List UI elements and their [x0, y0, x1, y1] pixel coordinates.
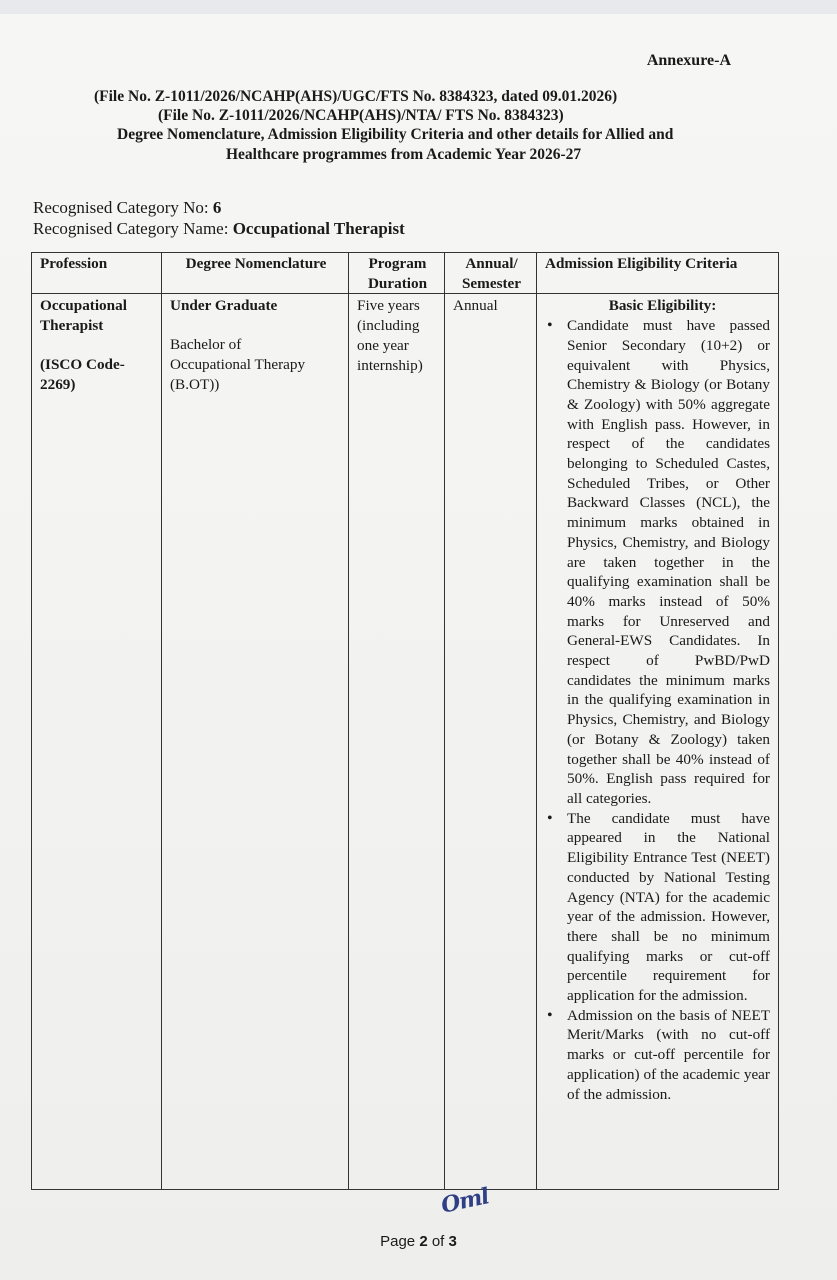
header-eligibility-criteria: Admission Eligibility Criteria	[537, 253, 779, 294]
header-degree-nomenclature: Degree Nomenclature	[162, 253, 349, 294]
mode-value: Annual	[453, 297, 498, 315]
duration-1: Five years	[357, 297, 420, 315]
header-title-line-1: Degree Nomenclature, Admission Eligibility Criteria and other details for Allied and	[117, 126, 674, 143]
degree-name-1: Bachelor of	[170, 336, 242, 354]
isco-code-1: (ISCO Code-	[40, 355, 125, 373]
handwritten-initials: Oml	[438, 1183, 491, 1219]
header-file-line-1: (File No. Z-1011/2026/NCAHP(AHS)/UGC/FTS No. 8384323, dated 09.01.2026)	[94, 88, 618, 105]
header-annual-semester: Annual/ Semester	[445, 253, 537, 294]
criteria-item: • The candidate must have appeared in the National Eligibility Entrance Test (NEET) conducted by National Testing Agency (NTA) for the academic year of the admission. However, there shall be no minimum qualifying marks or cut-off percentile requirement for application for the admission.	[545, 809, 770, 1006]
cell-profession	[32, 294, 162, 1190]
eligibility-table	[31, 252, 779, 1190]
criteria-item: • Admission on the basis of NEET Merit/Marks (with no cut-off marks or cut-off percentile for application) of the academic year of the admission.	[545, 1006, 770, 1105]
category-number-value: 6	[212, 198, 222, 217]
criteria-list	[545, 316, 770, 1104]
header-file-line-2: (File No. Z-1011/2026/NCAHP(AHS)/NTA/ FTS No. 8384323)	[158, 107, 564, 124]
category-name	[33, 219, 405, 239]
scan-top-band	[0, 0, 837, 14]
header-profession: Profession	[32, 253, 162, 294]
degree-name-3: (B.OT))	[170, 375, 220, 393]
category-number-label: Recognised Category No:	[33, 198, 209, 217]
profession-name-2: Therapist	[40, 317, 104, 335]
cell-criteria	[537, 294, 779, 1190]
header-title-line-2: Healthcare programmes from Academic Year 2026-27	[226, 146, 582, 163]
duration-2: (including	[357, 317, 420, 335]
category-name-label: Recognised Category Name:	[33, 219, 229, 238]
page-number: Page 2 of 3	[380, 1233, 457, 1250]
cell-duration	[349, 294, 445, 1190]
cell-degree	[162, 294, 349, 1190]
degree-level: Under Graduate	[170, 297, 278, 315]
isco-code-2: 2269)	[40, 375, 76, 393]
profession-name-1: Occupational	[40, 297, 127, 315]
criteria-title: Basic Eligibility:	[608, 297, 717, 315]
category-name-value: Occupational Therapist	[232, 219, 405, 238]
duration-4: internship)	[357, 356, 423, 374]
category-number	[33, 198, 221, 218]
table-row	[32, 294, 779, 1190]
criteria-item: • Candidate must have passed Senior Secondary (10+2) or equivalent with Physics, Chemistry & Biology (or Botany & Zoology) with 50% aggregate with English pass. However, in respect of the candidates belonging to Scheduled Castes, Scheduled Tribes, or Other Backward Classes (NCL), the minimum marks obtained in Physics, Chemistry, and Biology are taken together in the qualifying examination shall be 40% marks instead of 50% marks for Unreserved and General-EWS Candidates. In respect of PwBD/PwD candidates the minimum marks in the qualifying examination in Physics, Chemistry, and Biology (or Botany & Zoology) taken together shall be 40% instead of 50%. English pass required for all categories.	[545, 316, 770, 809]
duration-3: one year	[357, 336, 409, 354]
degree-name-2: Occupational Therapy	[170, 355, 306, 373]
cell-mode	[445, 294, 537, 1190]
table-header-row	[32, 253, 779, 294]
annexure-label: Annexure-A	[646, 52, 731, 69]
header-program-duration: Program Duration	[349, 253, 445, 294]
